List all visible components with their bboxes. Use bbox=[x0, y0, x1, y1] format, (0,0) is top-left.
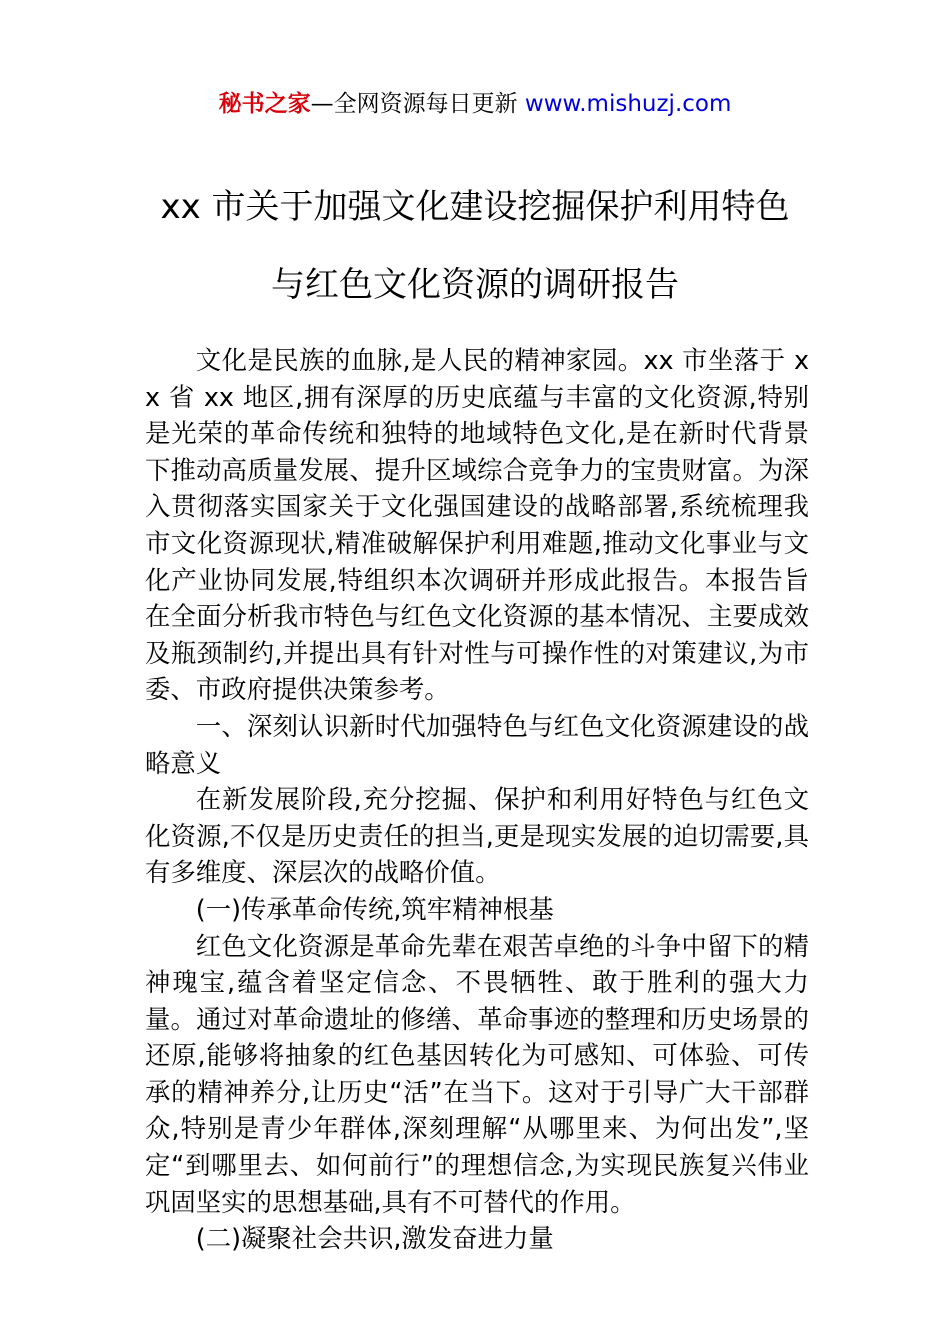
subsection-heading-1: (一)传承革命传统,筑牢精神根基 bbox=[195, 893, 554, 924]
banner-slogan: —全网资源每日更新 bbox=[310, 91, 525, 117]
section-heading-1: 一、深刻认识新时代加强特色与红色文化资源建设的战略意义 bbox=[145, 710, 809, 778]
subsection-1-paragraph: 红色文化资源是革命先辈在艰苦卓绝的斗争中留下的精神瑰宝,蕴含着坚定信念、不畏牺牲、敢于胜利的强大力量。通过对革命遗址的修缮、革命事迹的整理和历史场景的还原,能够将抽象的红色基因转化为可感知、可体验、可传承的精神养分,让历史“活”在当下。这对于引导广大干部群众,特别是青少年群体,深刻理解“从哪里来、为何出发”,坚定“到哪里去、如何前行”的理想信念,为实现民族复兴伟业巩固坚实的思想基础,具有不可替代的作用。 bbox=[145, 930, 809, 1217]
subsection-heading-2: (二)凝聚社会共识,激发奋进力量 bbox=[195, 1223, 554, 1254]
site-banner bbox=[0, 88, 950, 120]
document-body bbox=[145, 342, 809, 1257]
title-line-1: xx 市关于加强文化建设挖掘保护利用特色 bbox=[160, 187, 790, 227]
site-link[interactable]: www.mishuzj.com bbox=[524, 91, 732, 117]
brand-name: 秘书之家 bbox=[218, 91, 311, 117]
title-line-2: 与红色文化资源的调研报告 bbox=[271, 265, 679, 305]
document-title bbox=[60, 168, 890, 324]
section-1-paragraph: 在新发展阶段,充分挖掘、保护和利用好特色与红色文化资源,不仅是历史责任的担当,更是现实发展的迫切需要,具有多维度、深层次的战略价值。 bbox=[145, 784, 809, 888]
intro-paragraph: 文化是民族的血脉,是人民的精神家园。xx 市坐落于 xx 省 xx 地区,拥有深厚的历史底蕴与丰富的文化资源,特别是光荣的革命传统和独特的地域特色文化,是在新时代背景下推动高质量发展、提升区域综合竞争力的宝贵财富。为深入贯彻落实国家关于文化强国建设的战略部署,系统梳理我市文化资源现状,精准破解保护利用难题,推动文化事业与文化产业协同发展,特组织本次调研并形成此报告。本报告旨在全面分析我市特色与红色文化资源的基本情况、主要成效及瓶颈制约,并提出具有针对性与可操作性的对策建议,为市委、市政府提供决策参考。 bbox=[145, 345, 809, 705]
